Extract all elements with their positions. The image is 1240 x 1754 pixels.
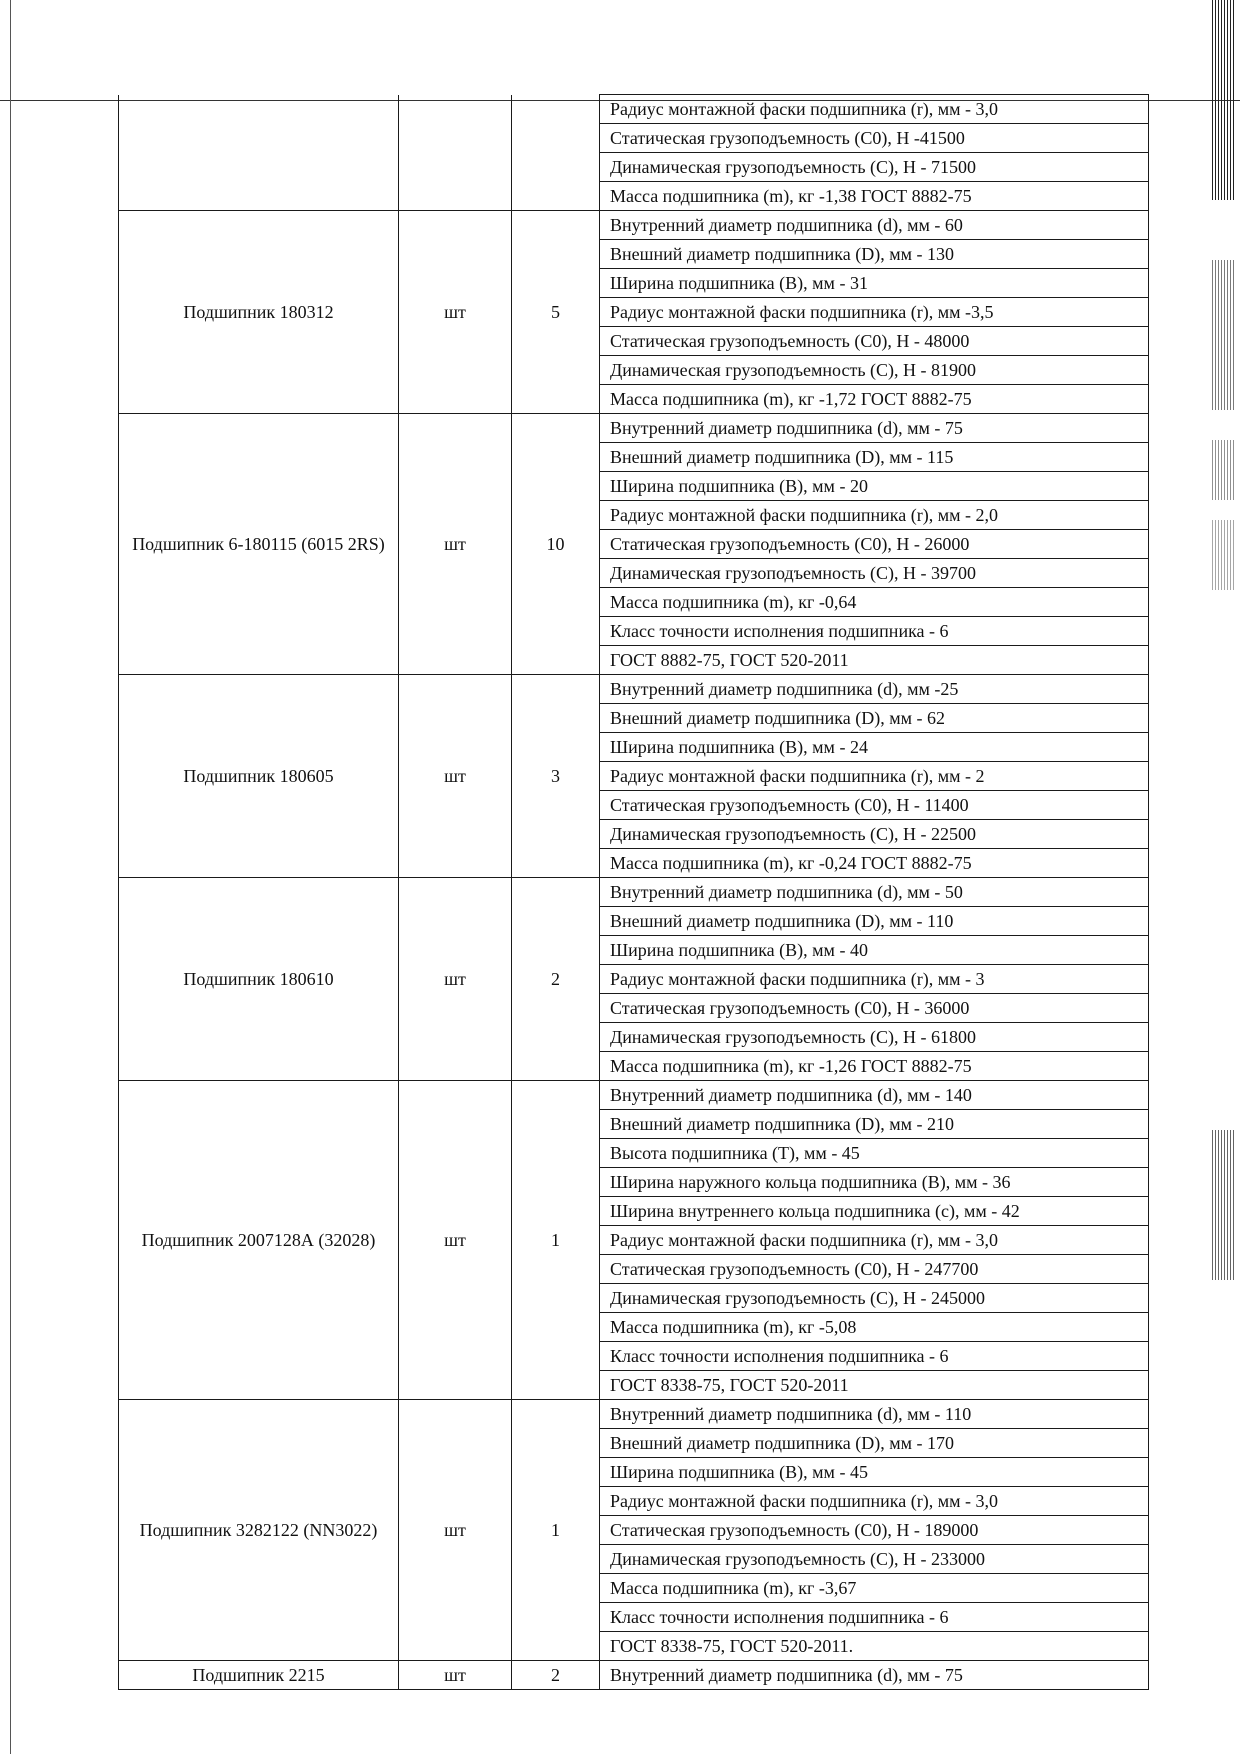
spec-line: Динамическая грузоподъемность (C), Н - 233000: [600, 1545, 1149, 1574]
spec-line: Внутренний диаметр подшипника (d), мм - 140: [600, 1081, 1149, 1110]
spec-line: Радиус монтажной фаски подшипника (r), мм - 3,0: [600, 1226, 1149, 1255]
spec-line: Класс точности исполнения подшипника - 6: [600, 617, 1149, 646]
table-row: [119, 878, 1149, 907]
unit-cell: шт: [399, 1400, 512, 1661]
spec-line: Внутренний диаметр подшипника (d), мм - 50: [600, 878, 1149, 907]
table-row: [119, 1661, 1149, 1690]
spec-line: Масса подшипника (m), кг -0,64: [600, 588, 1149, 617]
item-name-cell: Подшипник 6-180115 (6015 2RS): [119, 414, 399, 675]
spec-line: Статическая грузоподъемность (C0), Н -41500: [600, 124, 1149, 153]
quantity-cell: 2: [512, 878, 600, 1081]
spec-line: Радиус монтажной фаски подшипника (r), мм - 3: [600, 965, 1149, 994]
scan-edge-barcode-marks: [1212, 0, 1234, 1754]
item-name-cell: Подшипник 180605: [119, 675, 399, 878]
spec-line: Внешний диаметр подшипника (D), мм - 110: [600, 907, 1149, 936]
spec-line: Внутренний диаметр подшипника (d), мм - 75: [600, 1661, 1149, 1690]
spec-line: Класс точности исполнения подшипника - 6: [600, 1603, 1149, 1632]
spec-line: Статическая грузоподъемность (C0), Н - 11400: [600, 791, 1149, 820]
spec-line: Масса подшипника (m), кг -5,08: [600, 1313, 1149, 1342]
spec-line: Радиус монтажной фаски подшипника (r), мм -3,5: [600, 298, 1149, 327]
spec-line: Внутренний диаметр подшипника (d), мм -25: [600, 675, 1149, 704]
unit-cell: шт: [399, 1081, 512, 1400]
table-row: [119, 1081, 1149, 1110]
table-row: [119, 211, 1149, 240]
spec-line: Динамическая грузоподъемность (C), Н - 61800: [600, 1023, 1149, 1052]
table-row: [119, 414, 1149, 443]
spec-line: Динамическая грузоподъемность (C), Н - 81900: [600, 356, 1149, 385]
spec-line: Масса подшипника (m), кг -1,26 ГОСТ 8882-75: [600, 1052, 1149, 1081]
spec-line: Ширина наружного кольца подшипника (B), мм - 36: [600, 1168, 1149, 1197]
spec-line: Внешний диаметр подшипника (D), мм - 130: [600, 240, 1149, 269]
spec-line: Радиус монтажной фаски подшипника (r), мм - 2: [600, 762, 1149, 791]
spec-line: Высота подшипника (T), мм - 45: [600, 1139, 1149, 1168]
unit-cell: [399, 95, 512, 211]
spec-line: Внешний диаметр подшипника (D), мм - 115: [600, 443, 1149, 472]
spec-line: ГОСТ 8338-75, ГОСТ 520-2011: [600, 1371, 1149, 1400]
quantity-cell: 10: [512, 414, 600, 675]
spec-table-body: [119, 95, 1149, 1690]
item-name-cell: Подшипник 2215: [119, 1661, 399, 1690]
spec-line: Радиус монтажной фаски подшипника (r), мм - 2,0: [600, 501, 1149, 530]
spec-line: Динамическая грузоподъемность (C), Н - 22500: [600, 820, 1149, 849]
spec-line: Статическая грузоподъемность (C0), Н - 189000: [600, 1516, 1149, 1545]
quantity-cell: 3: [512, 675, 600, 878]
unit-cell: шт: [399, 675, 512, 878]
spec-line: Статическая грузоподъемность (C0), Н - 26000: [600, 530, 1149, 559]
quantity-cell: 2: [512, 1661, 600, 1690]
spec-line: Радиус монтажной фаски подшипника (r), мм - 3,0: [600, 1487, 1149, 1516]
spec-line: Динамическая грузоподъемность (C), Н - 245000: [600, 1284, 1149, 1313]
unit-cell: шт: [399, 211, 512, 414]
spec-line: Внешний диаметр подшипника (D), мм - 170: [600, 1429, 1149, 1458]
quantity-cell: 1: [512, 1400, 600, 1661]
table-row: [119, 675, 1149, 704]
spec-line: Внешний диаметр подшипника (D), мм - 210: [600, 1110, 1149, 1139]
quantity-cell: [512, 95, 600, 211]
spec-line: ГОСТ 8338-75, ГОСТ 520-2011.: [600, 1632, 1149, 1661]
spec-line: Масса подшипника (m), кг -1,72 ГОСТ 8882-75: [600, 385, 1149, 414]
table-row: [119, 95, 1149, 124]
spec-line: Радиус монтажной фаски подшипника (r), мм - 3,0: [600, 95, 1149, 124]
spec-line: Динамическая грузоподъемность (C), Н - 71500: [600, 153, 1149, 182]
scan-artifact-vertical-line: [10, 0, 11, 1754]
quantity-cell: 5: [512, 211, 600, 414]
spec-line: Статическая грузоподъемность (C0), Н - 48000: [600, 327, 1149, 356]
spec-line: Внутренний диаметр подшипника (d), мм - 60: [600, 211, 1149, 240]
spec-line: Ширина внутреннего кольца подшипника (с), мм - 42: [600, 1197, 1149, 1226]
unit-cell: шт: [399, 414, 512, 675]
spec-line: Ширина подшипника (B), мм - 24: [600, 733, 1149, 762]
spec-line: Ширина подшипника (B), мм - 45: [600, 1458, 1149, 1487]
table-row: [119, 1400, 1149, 1429]
unit-cell: шт: [399, 1661, 512, 1690]
spec-line: Ширина подшипника (B), мм - 40: [600, 936, 1149, 965]
bearings-spec-table: [118, 94, 1149, 1690]
spec-line: Динамическая грузоподъемность (C), Н - 39700: [600, 559, 1149, 588]
spec-line: Внутренний диаметр подшипника (d), мм - 75: [600, 414, 1149, 443]
item-name-cell: Подшипник 180312: [119, 211, 399, 414]
spec-line: Статическая грузоподъемность (C0), Н - 247700: [600, 1255, 1149, 1284]
spec-line: Класс точности исполнения подшипника - 6: [600, 1342, 1149, 1371]
spec-line: Ширина подшипника (B), мм - 31: [600, 269, 1149, 298]
unit-cell: шт: [399, 878, 512, 1081]
spec-line: Ширина подшипника (B), мм - 20: [600, 472, 1149, 501]
spec-line: Масса подшипника (m), кг -0,24 ГОСТ 8882-75: [600, 849, 1149, 878]
item-name-cell: [119, 95, 399, 211]
spec-line: Масса подшипника (m), кг -1,38 ГОСТ 8882-75: [600, 182, 1149, 211]
spec-line: ГОСТ 8882-75, ГОСТ 520-2011: [600, 646, 1149, 675]
item-name-cell: Подшипник 180610: [119, 878, 399, 1081]
spec-line: Статическая грузоподъемность (C0), Н - 36000: [600, 994, 1149, 1023]
item-name-cell: Подшипник 2007128А (32028): [119, 1081, 399, 1400]
spec-line: Внешний диаметр подшипника (D), мм - 62: [600, 704, 1149, 733]
spec-line: Масса подшипника (m), кг -3,67: [600, 1574, 1149, 1603]
quantity-cell: 1: [512, 1081, 600, 1400]
item-name-cell: Подшипник 3282122 (NN3022): [119, 1400, 399, 1661]
spec-line: Внутренний диаметр подшипника (d), мм - 110: [600, 1400, 1149, 1429]
